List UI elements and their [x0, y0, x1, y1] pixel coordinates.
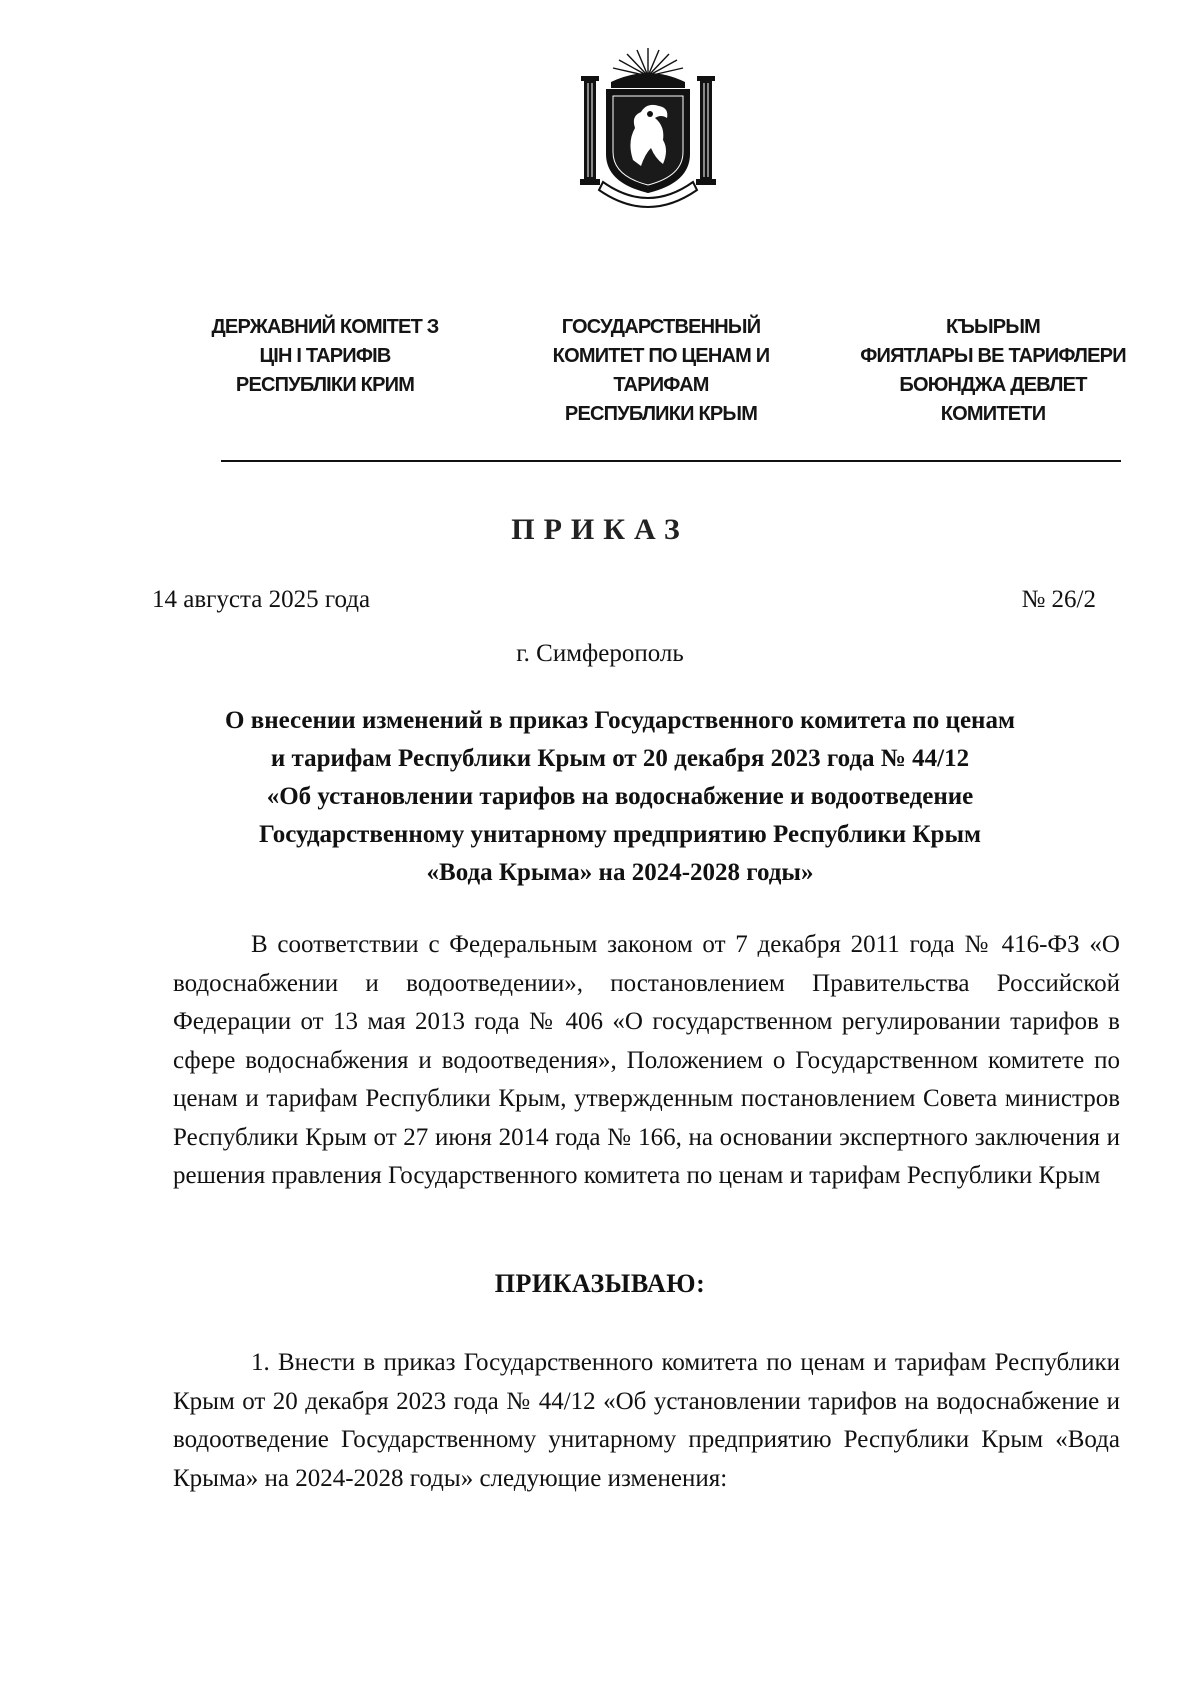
header-russian-line: ГОСУДАРСТВЕННЫЙ — [561, 316, 761, 338]
document-subject — [140, 702, 1100, 892]
header-ukrainian-line: РЕСПУБЛІКИ КРИМ — [235, 374, 415, 396]
header-ukrainian-line: ЦІН І ТАРИФІВ — [259, 345, 391, 367]
order-item-1 — [173, 1344, 1120, 1498]
subject-line: «Об установлении тарифов на водоснабжение и водоотведение — [266, 783, 974, 810]
header-russian-line: РЕСПУБЛИКИ КРЫМ — [564, 403, 758, 425]
header-russian — [508, 313, 814, 429]
document-title: ПРИКАЗ — [511, 513, 689, 546]
header-ukrainian — [175, 313, 475, 400]
header-ukrainian-line: ДЕРЖАВНИЙ КОМІТЕТ З — [211, 316, 439, 338]
orders-heading: ПРИКАЗЫВАЮ: — [494, 1269, 706, 1298]
header-crimean-tatar — [838, 313, 1148, 429]
header-russian-line: ТАРИФАМ — [613, 374, 709, 396]
order-item-1-text: 1. Внести в приказ Государственного комитета по ценам и тарифам Республики Крым от 20 декабря 2023 года № 44/12 «Об установлении тарифов на водоснабжение и водоотведение Государственному унитарному предприятию Республики Крым «Вода Крыма» на 2024-2028 годы» следующие изменения: — [173, 1349, 1120, 1492]
document-date: 14 августа 2025 года — [152, 586, 371, 613]
header-crimean-tatar-line: ФИЯТЛАРЫ ВЕ ТАРИФЛЕРИ — [860, 345, 1126, 367]
preamble-text: В соответствии с Федеральным законом от 7 декабря 2011 года № 416-ФЗ «О водоснабжении и водоотведении», постановлением Правительства Российской Федерации от 13 мая 2013 года № 406 «О государственном регулировании тарифов в сфере водоснабжения и водоотведения», Положением о Государственном комитете по ценам и тарифам Республики Крым, утвержденным постановлением Совета министров Республики Крым от 27 июня 2014 года № 166, на основании экспертного заключения и решения правления Государственного комитета по ценам и тарифам Республики Крым — [173, 931, 1120, 1189]
header-divider — [221, 460, 1121, 462]
subject-line: «Вода Крыма» на 2024-2028 годы» — [426, 859, 814, 886]
subject-line: О внесении изменений в приказ Государственного комитета по ценам — [225, 707, 1015, 734]
header-crimean-tatar-line: КЪЫРЫМ — [946, 316, 1040, 338]
preamble-paragraph — [173, 926, 1120, 1196]
subject-line: и тарифам Республики Крым от 20 декабря 2023 года № 44/12 — [270, 745, 970, 772]
header-crimean-tatar-line: БОЮНДЖА ДЕВЛЕТ — [899, 374, 1087, 396]
header-russian-line: КОМИТЕТ ПО ЦЕНАМ И — [552, 345, 770, 367]
document-city: г. Симферополь — [516, 640, 684, 667]
header-crimean-tatar-line: КОМИТЕТИ — [940, 403, 1046, 425]
coat-of-arms-icon — [575, 42, 721, 212]
subject-line: Государственному унитарному предприятию Республики Крым — [259, 821, 981, 848]
document-number: № 26/2 — [1021, 586, 1096, 613]
